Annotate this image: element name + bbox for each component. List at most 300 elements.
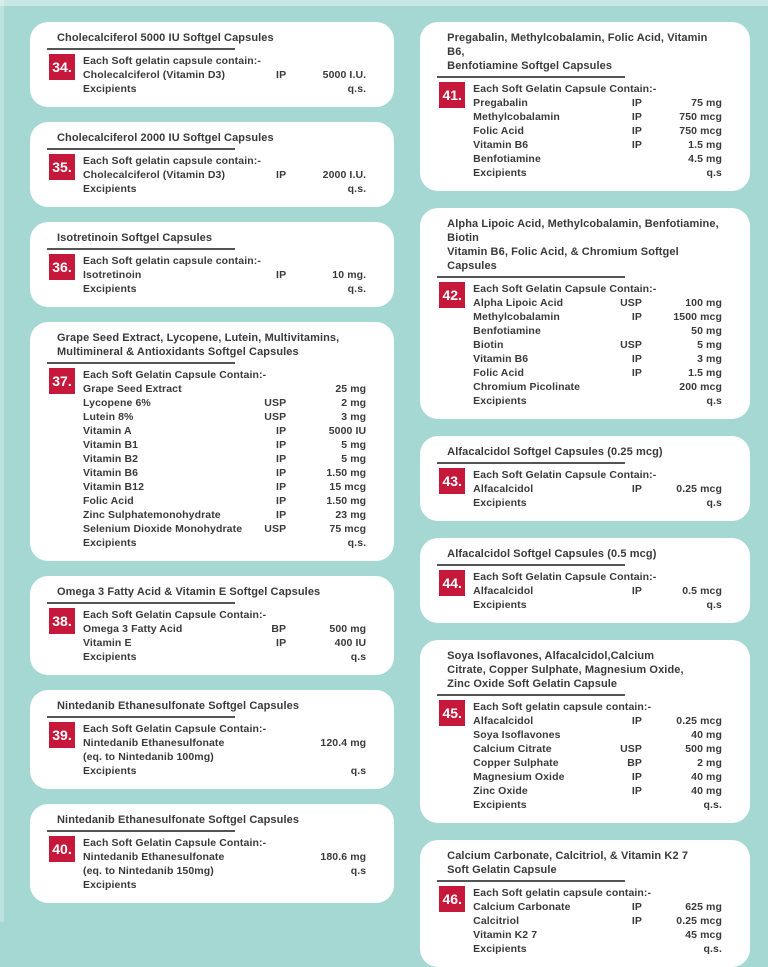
ingredient-row [473, 496, 722, 510]
ingredient-name: Zinc Oxide [473, 785, 528, 797]
pharmacopoeia-standard: IP [631, 97, 642, 109]
ingredient-name: Pregabalin [473, 97, 528, 109]
pharmacopoeia-standard [598, 496, 642, 510]
card-title [447, 649, 722, 691]
ingredient-row [83, 650, 366, 664]
card-title [57, 31, 366, 45]
ingredient-amount: 2000 I.U. [322, 169, 367, 181]
ingredient-row [83, 168, 366, 182]
ingredient-name: Calcium Carbonate [473, 901, 571, 913]
card-title [447, 445, 722, 459]
ingredient-row [473, 110, 722, 124]
ingredient-amount: q.s. [347, 283, 367, 295]
ingredient-row [473, 598, 722, 612]
pharmacopoeia-standard [598, 152, 642, 166]
ingredient-amount: 2 mg [697, 757, 722, 769]
ingredient-list [473, 82, 722, 180]
ingredient-row [473, 124, 722, 138]
ingredient-row [473, 584, 722, 598]
ingredient-amount: 3 mg [341, 411, 367, 423]
ingredient-name: Alfacalcidol [473, 483, 534, 495]
ingredient-amount: 75 mg [691, 97, 722, 109]
ingredient-row [473, 366, 722, 380]
product-card [30, 22, 394, 107]
pharmacopoeia-standard [598, 942, 642, 956]
pharmacopoeia-standard [242, 850, 286, 864]
pharmacopoeia-standard [242, 182, 286, 196]
capsule-contents-header: Each Soft gelatin capsule contain:- [83, 255, 261, 267]
ingredient-row [473, 352, 722, 366]
card-number-badge: 39. [49, 722, 75, 748]
ingredient-row [473, 770, 722, 784]
ingredient-row [473, 784, 722, 798]
pharmacopoeia-standard [242, 536, 286, 550]
ingredient-list [473, 468, 722, 510]
ingredient-name: Folic Acid [473, 367, 524, 379]
ingredient-row [473, 714, 722, 728]
card-title-line: Citrate, Copper Sulphate, Magnesium Oxide, [447, 664, 684, 676]
title-underline [47, 248, 235, 250]
ingredient-name: Vitamin B12 [83, 481, 145, 493]
card-title-line: Vitamin B6, Folic Acid, & Chromium Softgel Capsules [447, 246, 679, 272]
ingredient-row [473, 394, 722, 408]
card-number-badge: 44. [439, 570, 465, 596]
ingredient-name: Excipients [473, 395, 527, 407]
ingredient-amount: 1.50 mg [326, 495, 367, 507]
ingredient-row [83, 736, 366, 750]
ingredient-amount: 5000 I.U. [322, 69, 367, 81]
ingredient-name: Cholecalciferol (Vitamin D3) [83, 69, 226, 81]
card-number-badge: 34. [49, 54, 75, 80]
ingredient-name: Excipients [83, 879, 137, 891]
pharmacopoeia-standard: USP [264, 411, 287, 423]
ingredient-name: Soya Isoflavones [473, 729, 561, 741]
card-number-badge: 35. [49, 154, 75, 180]
ingredient-list [83, 54, 366, 96]
ingredient-name: Benfotiamine [473, 325, 541, 337]
product-card [30, 222, 394, 307]
pharmacopoeia-standard: IP [631, 785, 642, 797]
capsule-contents-header: Each Soft gelatin capsule contain:- [473, 887, 652, 899]
ingredient-list [83, 368, 366, 550]
ingredient-name: Vitamin B6 [473, 353, 529, 365]
ingredient-row [473, 728, 722, 742]
ingredient-name: Excipients [83, 183, 137, 195]
ingredient-amount: 5 mg [341, 453, 367, 465]
ingredient-amount: 50 mg [691, 325, 722, 337]
pharmacopoeia-standard: IP [276, 509, 287, 521]
pharmacopoeia-standard: IP [276, 269, 287, 281]
ingredient-name: (eq. to Nintedanib 150mg) [83, 865, 214, 877]
product-card [420, 538, 750, 623]
pharmacopoeia-standard [598, 394, 642, 408]
card-body [47, 608, 366, 664]
ingredient-amount: 15 mcg [329, 481, 367, 493]
ingredient-list [473, 570, 722, 612]
ingredient-name: (eq. to Nintedanib 100mg) [83, 751, 214, 763]
ingredient-row [473, 798, 722, 812]
pharmacopoeia-standard: BP [271, 623, 287, 635]
product-card [420, 840, 750, 967]
ingredient-amount: q.s. [347, 83, 367, 95]
ingredient-name: Folic Acid [83, 495, 134, 507]
ingredient-name: Folic Acid [473, 125, 524, 137]
card-body [47, 722, 366, 778]
ingredient-amount: 625 mg [685, 901, 722, 913]
card-title-line: Multimineral & Antioxidants Softgel Capsules [57, 346, 299, 358]
ingredient-row [83, 68, 366, 82]
ingredient-amount: q.s [706, 497, 722, 509]
ingredient-row [83, 850, 366, 864]
card-body [437, 282, 722, 408]
card-body [47, 154, 366, 196]
ingredient-name: Copper Sulphate [473, 757, 559, 769]
card-title-line: Zinc Oxide Soft Gelatin Capsule [447, 678, 618, 690]
product-card [30, 576, 394, 675]
title-underline [437, 564, 625, 566]
pharmacopoeia-standard: USP [620, 339, 642, 351]
card-number-badge: 43. [439, 468, 465, 494]
capsule-contents-header: Each Soft Gelatin Capsule Contain:- [83, 369, 267, 381]
ingredient-amount: 1.5 mg [688, 367, 722, 379]
capsule-contents-header: Each Soft Gelatin Capsule Contain:- [83, 609, 267, 621]
ingredient-name: Excipients [473, 799, 527, 811]
ingredient-amount: 40 mg [691, 771, 722, 783]
column-left [30, 22, 394, 903]
ingredient-amount: 200 mcg [679, 381, 722, 393]
pharmacopoeia-standard [598, 928, 642, 942]
ingredient-amount [286, 878, 366, 892]
ingredient-list [83, 722, 366, 778]
pharmacopoeia-standard: IP [631, 125, 642, 137]
ingredient-amount: 1.50 mg [326, 467, 367, 479]
card-title-line: Nintedanib Ethanesulfonate Softgel Capsules [57, 700, 300, 712]
pharmacopoeia-standard: IP [276, 439, 287, 451]
ingredient-name: Calcitriol [473, 915, 520, 927]
ingredient-amount: 1.5 mg [688, 139, 722, 151]
ingredient-row [83, 268, 366, 282]
card-title [57, 813, 366, 827]
capsule-contents-header: Each Soft Gelatin Capsule Contain:- [473, 571, 657, 583]
ingredient-row [473, 914, 722, 928]
ingredient-list [83, 608, 366, 664]
card-title-line: Pregabalin, Methylcobalamin, Folic Acid, Vitamin B6, [447, 32, 708, 58]
card-title-line: Nintedanib Ethanesulfonate Softgel Capsules [57, 814, 300, 826]
card-body [47, 54, 366, 96]
card-title [447, 849, 722, 877]
ingredient-name: Nintedanib Ethanesulfonate [83, 851, 225, 863]
capsule-contents-header: Each Soft Gelatin Capsule Contain:- [473, 469, 657, 481]
capsule-contents-header: Each Soft Gelatin Capsule Contain:- [83, 723, 267, 735]
ingredient-amount: 750 mcg [679, 125, 722, 137]
ingredient-amount: 2 mg [341, 397, 367, 409]
ingredient-name: Vitamin B1 [83, 439, 139, 451]
ingredient-amount: q.s [706, 395, 722, 407]
capsule-contents-header: Each Soft gelatin capsule contain:- [83, 55, 261, 67]
card-body [437, 570, 722, 612]
card-body [47, 368, 366, 550]
ingredient-name: Vitamin K2 7 [473, 929, 538, 941]
ingredient-name: Vitamin A [83, 425, 132, 437]
ingredient-name: Lutein 8% [83, 411, 134, 423]
ingredient-name: Biotin [473, 339, 504, 351]
ingredient-row [83, 864, 366, 878]
ingredient-row [473, 928, 722, 942]
ingredient-row [473, 482, 722, 496]
ingredient-amount: 750 mcg [679, 111, 722, 123]
product-card [420, 22, 750, 191]
title-underline [47, 716, 235, 718]
card-number-badge: 46. [439, 886, 465, 912]
ingredient-row [83, 878, 366, 892]
product-card [30, 804, 394, 903]
ingredient-row [83, 282, 366, 296]
card-title [57, 331, 366, 359]
ingredient-list [83, 154, 366, 196]
ingredient-amount: q.s. [347, 537, 367, 549]
title-underline [47, 830, 235, 832]
card-body [47, 836, 366, 892]
product-card [420, 640, 750, 823]
ingredient-row [83, 182, 366, 196]
column-right [420, 22, 750, 967]
card-number-badge: 41. [439, 82, 465, 108]
ingredient-row [473, 138, 722, 152]
ingredient-name: Nintedanib Ethanesulfonate [83, 737, 225, 749]
card-title-line: Grape Seed Extract, Lycopene, Lutein, Multivitamins, [57, 332, 340, 344]
pharmacopoeia-standard: USP [620, 297, 642, 309]
ingredient-name: Excipients [473, 167, 527, 179]
pharmacopoeia-standard [242, 764, 286, 778]
pharmacopoeia-standard [598, 166, 642, 180]
pharmacopoeia-standard [242, 736, 286, 750]
pharmacopoeia-standard: IP [631, 139, 642, 151]
pharmacopoeia-standard [598, 324, 642, 338]
ingredient-row [473, 756, 722, 770]
title-underline [47, 362, 235, 364]
product-card [30, 322, 394, 561]
ingredient-amount: 23 mg [335, 509, 367, 521]
capsule-contents-header: Each Soft gelatin capsule contain:- [83, 155, 261, 167]
ingredient-row [473, 296, 722, 310]
ingredient-name: Vitamin E [83, 637, 132, 649]
ingredient-row [83, 494, 366, 508]
ingredient-name: Excipients [83, 537, 137, 549]
ingredient-name: Methylcobalamin [473, 111, 560, 123]
ingredient-list [473, 700, 722, 812]
pharmacopoeia-standard [242, 750, 286, 764]
product-card [30, 690, 394, 789]
ingredient-amount: 0.25 mcg [676, 483, 722, 495]
ingredient-row [83, 410, 366, 424]
pharmacopoeia-standard: USP [264, 397, 287, 409]
ingredient-list [83, 254, 366, 296]
capsule-contents-header: Each Soft Gelatin Capsule Contain:- [473, 83, 657, 95]
ingredient-row [83, 764, 366, 778]
ingredient-row [473, 338, 722, 352]
card-title-line: Alpha Lipoic Acid, Methylcobalamin, Benfotiamine, Biotin [447, 218, 719, 244]
ingredient-name: Excipients [83, 283, 137, 295]
pharmacopoeia-standard: IP [631, 353, 642, 365]
card-title-line: Omega 3 Fatty Acid & Vitamin E Softgel Capsules [57, 586, 321, 598]
card-title-line: Benfotiamine Softgel Capsules [447, 60, 613, 72]
pharmacopoeia-standard [598, 798, 642, 812]
capsule-contents-header: Each Soft Gelatin Capsule Contain:- [473, 283, 657, 295]
pharmacopoeia-standard: IP [631, 771, 642, 783]
ingredient-amount: 0.25 mcg [676, 715, 722, 727]
pharmacopoeia-standard: IP [631, 483, 642, 495]
ingredient-amount: q.s [350, 765, 367, 777]
ingredient-amount: 10 mg. [332, 269, 367, 281]
title-underline [437, 276, 625, 278]
pharmacopoeia-standard: IP [631, 311, 642, 323]
pharmacopoeia-standard [598, 380, 642, 394]
ingredient-amount: q.s [706, 599, 722, 611]
ingredient-row [473, 152, 722, 166]
ingredient-row [83, 452, 366, 466]
ingredient-name: Grape Seed Extract [83, 383, 182, 395]
card-body [437, 82, 722, 180]
card-title-line: Calcium Carbonate, Calcitriol, & Vitamin K2 7 [447, 850, 689, 862]
pharmacopoeia-standard [598, 728, 642, 742]
card-body [437, 886, 722, 956]
pharmacopoeia-standard: IP [276, 637, 287, 649]
title-underline [437, 694, 625, 696]
card-title-line: Soft Gelatin Capsule [447, 864, 557, 876]
ingredient-row [83, 466, 366, 480]
card-title [57, 131, 366, 145]
ingredient-name: Excipients [83, 651, 137, 663]
pharmacopoeia-standard [242, 878, 286, 892]
title-underline [437, 76, 625, 78]
pharmacopoeia-standard [242, 282, 286, 296]
ingredient-name: Omega 3 Fatty Acid [83, 623, 183, 635]
ingredient-name: Excipients [473, 497, 527, 509]
ingredient-amount: 0.5 mcg [682, 585, 722, 597]
ingredient-list [83, 836, 366, 892]
ingredient-amount: q.s [350, 865, 367, 877]
ingredient-row [473, 324, 722, 338]
title-underline [47, 148, 235, 150]
ingredient-amount: 400 IU [334, 637, 367, 649]
product-card [30, 122, 394, 207]
ingredient-name: Magnesium Oxide [473, 771, 565, 783]
ingredient-name: Vitamin B6 [473, 139, 529, 151]
ingredient-row [83, 508, 366, 522]
ingredient-name: Cholecalciferol (Vitamin D3) [83, 169, 226, 181]
card-title-line: Alfacalcidol Softgel Capsules (0.25 mcg) [447, 446, 663, 458]
capsule-contents-header: Each Soft Gelatin Capsule Contain:- [83, 837, 267, 849]
ingredient-row [83, 382, 366, 396]
ingredient-name: Excipients [83, 765, 137, 777]
ingredient-name: Excipients [473, 599, 527, 611]
ingredient-amount: 5 mg [341, 439, 367, 451]
card-title-line: Isotretinoin Softgel Capsules [57, 232, 213, 244]
ingredient-name: Vitamin B6 [83, 467, 139, 479]
card-number-badge: 37. [49, 368, 75, 394]
ingredient-row [473, 900, 722, 914]
card-number-badge: 40. [49, 836, 75, 862]
ingredient-amount: 0.25 mcg [676, 915, 722, 927]
card-title [57, 699, 366, 713]
pharmacopoeia-standard: IP [276, 453, 287, 465]
pharmacopoeia-standard: IP [276, 425, 287, 437]
card-title [447, 547, 722, 561]
ingredient-list [473, 886, 722, 956]
card-body [437, 700, 722, 812]
ingredient-row [473, 166, 722, 180]
pharmacopoeia-standard: IP [276, 495, 287, 507]
ingredient-row [83, 438, 366, 452]
pharmacopoeia-standard: BP [627, 757, 642, 769]
card-number-badge: 36. [49, 254, 75, 280]
ingredient-name: Methylcobalamin [473, 311, 560, 323]
ingredient-amount: q.s [350, 651, 367, 663]
card-title [447, 31, 722, 73]
ingredient-name: Selenium Dioxide Monohydrate [83, 523, 243, 535]
pharmacopoeia-standard: IP [276, 481, 287, 493]
ingredient-row [473, 310, 722, 324]
ingredient-amount: 5000 IU [328, 425, 367, 437]
card-title-line: Cholecalciferol 5000 IU Softgel Capsules [57, 32, 274, 44]
ingredient-amount: 40 mg [691, 729, 722, 741]
ingredient-name: Zinc Sulphatemonohydrate [83, 509, 221, 521]
card-number-badge: 45. [439, 700, 465, 726]
ingredient-amount: 75 mcg [329, 523, 367, 535]
card-number-badge: 42. [439, 282, 465, 308]
ingredient-name: Vitamin B2 [83, 453, 139, 465]
pharmacopoeia-standard: IP [276, 169, 287, 181]
ingredient-name: Chromium Picolinate [473, 381, 581, 393]
ingredient-amount: 120.4 mg [320, 737, 367, 749]
ingredient-amount: q.s. [347, 183, 367, 195]
ingredient-amount: 25 mg [335, 383, 367, 395]
pharmacopoeia-standard: IP [631, 111, 642, 123]
card-title [57, 231, 366, 245]
ingredient-name: Calcium Citrate [473, 743, 552, 755]
ingredient-name: Benfotiamine [473, 153, 541, 165]
ingredient-row [83, 536, 366, 550]
title-underline [47, 602, 235, 604]
ingredient-row [473, 942, 722, 956]
ingredient-row [83, 82, 366, 96]
pharmacopoeia-standard: IP [631, 585, 642, 597]
product-card [420, 436, 750, 521]
pharmacopoeia-standard: IP [631, 715, 642, 727]
title-underline [437, 462, 625, 464]
ingredient-amount: 45 mcg [685, 929, 722, 941]
ingredient-amount: 100 mg [685, 297, 722, 309]
product-card [420, 208, 750, 419]
ingredient-amount: 1500 mcg [673, 311, 722, 323]
pharmacopoeia-standard [598, 598, 642, 612]
card-body [437, 468, 722, 510]
ingredient-name: Excipients [83, 83, 137, 95]
pharmacopoeia-standard: IP [276, 467, 287, 479]
capsule-contents-header: Each Soft gelatin capsule contain:- [473, 701, 652, 713]
pharmacopoeia-standard [242, 382, 286, 396]
ingredient-amount: q.s. [703, 799, 722, 811]
pharmacopoeia-standard: IP [276, 69, 287, 81]
ingredient-name: Alfacalcidol [473, 585, 534, 597]
title-underline [437, 880, 625, 882]
ingredient-name: Alpha Lipoic Acid [473, 297, 564, 309]
pharmacopoeia-standard: IP [631, 367, 642, 379]
card-title-line: Alfacalcidol Softgel Capsules (0.5 mcg) [447, 548, 657, 560]
card-number-badge: 38. [49, 608, 75, 634]
ingredient-row [83, 636, 366, 650]
ingredient-amount: 180.6 mg [320, 851, 367, 863]
